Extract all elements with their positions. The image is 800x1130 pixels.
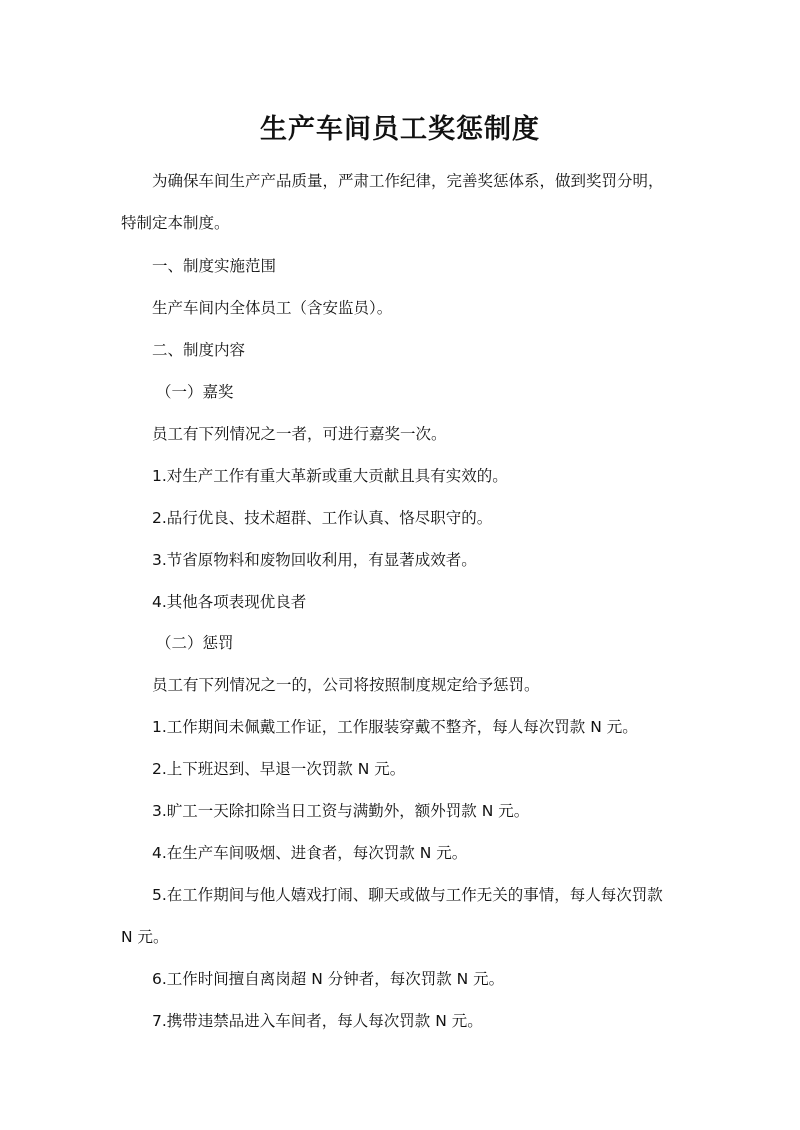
document-title: 生产车间员工奖惩制度 bbox=[260, 114, 540, 145]
penalty-heading: （二）惩罚 bbox=[156, 634, 234, 652]
penalty-item: 4.在生产车间吸烟、进食者，每次罚款 N 元。 bbox=[152, 844, 468, 862]
section-1-heading: 一、制度实施范围 bbox=[152, 257, 277, 275]
penalty-item: 7.携带违禁品进入车间者，每人每次罚款 N 元。 bbox=[152, 1012, 483, 1030]
penalty-item: 1.工作期间未佩戴工作证，工作服装穿戴不整齐，每人每次罚款 N 元。 bbox=[152, 718, 638, 736]
intro-line-2: 特制定本制度。 bbox=[121, 214, 230, 232]
penalty-item: 6.工作时间擅自离岗超 N 分钟者，每次罚款 N 元。 bbox=[152, 970, 505, 988]
reward-item: 4.其他各项表现优良者 bbox=[152, 593, 307, 611]
penalty-item: 2.上下班迟到、早退一次罚款 N 元。 bbox=[152, 760, 406, 778]
penalty-item: 3.旷工一天除扣除当日工资与满勤外，额外罚款 N 元。 bbox=[152, 802, 530, 820]
reward-heading: （一）嘉奖 bbox=[156, 383, 234, 401]
reward-item: 1.对生产工作有重大革新或重大贡献且具有实效的。 bbox=[152, 467, 508, 485]
section-1-body: 生产车间内全体员工（含安监员）。 bbox=[152, 299, 393, 317]
intro-line-1: 为确保车间生产产品质量，严肃工作纪律，完善奖惩体系，做到奖罚分明， bbox=[152, 172, 664, 190]
penalty-lead: 员工有下列情况之一的，公司将按照制度规定给予惩罚。 bbox=[152, 676, 540, 694]
reward-lead: 员工有下列情况之一者，可进行嘉奖一次。 bbox=[152, 425, 447, 443]
section-2-heading: 二、制度内容 bbox=[152, 341, 246, 359]
penalty-item: 5.在工作期间与他人嬉戏打闹、聊天或做与工作无关的事情，每人每次罚款 bbox=[152, 886, 663, 904]
penalty-item-continuation: N 元。 bbox=[121, 928, 169, 946]
reward-item: 3.节省原物料和废物回收利用，有显著成效者。 bbox=[152, 551, 477, 569]
reward-item: 2.品行优良、技术超群、工作认真、恪尽职守的。 bbox=[152, 509, 493, 527]
